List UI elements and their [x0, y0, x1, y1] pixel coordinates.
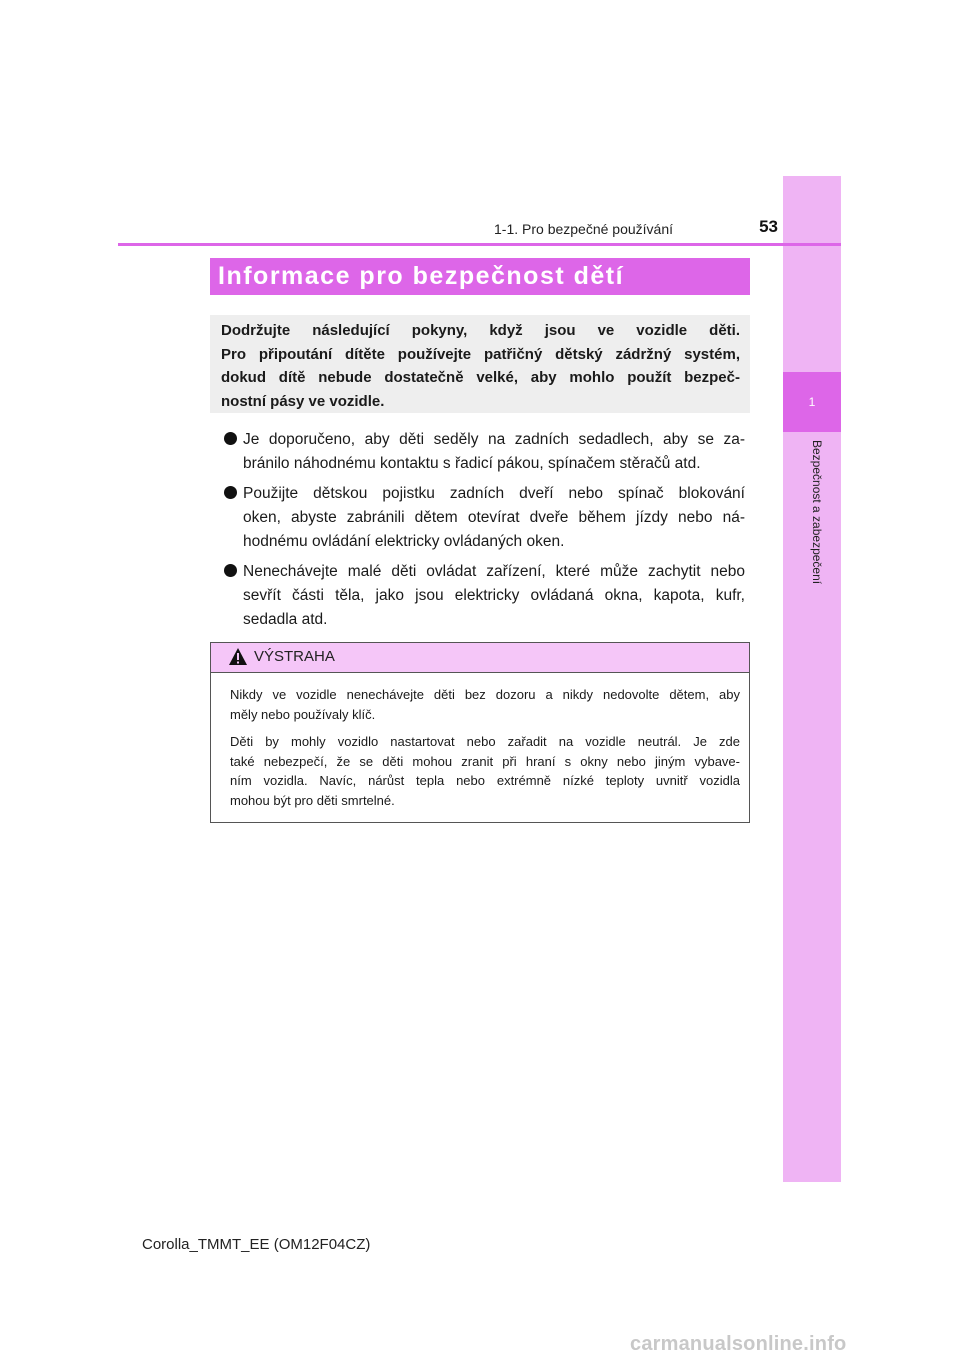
bullet-list [223, 428, 745, 638]
intro-line: nostní pásy ve vozidle. [221, 392, 385, 410]
title-bar [210, 258, 750, 295]
intro-line: Dodržujte následující pokyny, když jsou ve vozidle děti. [221, 322, 740, 339]
warning-paragraph [230, 685, 740, 724]
warning-triangle-icon [228, 647, 248, 666]
bullet-line: sevřít části těla, jako jsou elektricky ovládaná okna, kapota, kufr, [243, 587, 745, 604]
bullet-line: Je doporučeno, aby děti seděly na zadních sedadlech, aby se za- [243, 431, 745, 448]
bullet-item [223, 428, 745, 476]
bullet-line: sedadla atd. [243, 611, 328, 628]
intro-box [210, 315, 750, 413]
header-divider [118, 243, 841, 246]
bullet-line: bránilo náhodnému kontaktu s řadicí pákou, spínačem stěračů atd. [243, 455, 701, 472]
page-number: 53 [759, 217, 778, 236]
chapter-side-tab [783, 176, 841, 1182]
bullet-icon [224, 564, 237, 577]
warning-line: měly nebo používaly klíč. [230, 706, 376, 722]
bullet-item [223, 482, 745, 554]
bullet-line: hodnému ovládání elektricky ovládaných oken. [243, 533, 565, 550]
intro-line: dokud dítě nebude dostatečně velké, aby mohlo použít bezpeč- [221, 369, 740, 386]
intro-line: Pro připoutání dítěte používejte patřičný dětský zádržný systém, [221, 345, 740, 363]
bullet-icon [224, 432, 237, 445]
warning-body [230, 685, 740, 818]
bullet-line: oken, abyste zabránili dětem otevírat dveře během jízdy nebo ná- [243, 509, 745, 526]
warning-box [210, 642, 750, 823]
bullet-line: Použijte dětskou pojistku zadních dveří nebo spínač blokování [243, 485, 745, 502]
warning-title: VÝSTRAHA [254, 648, 335, 665]
chapter-number: 1 [783, 372, 841, 432]
warning-line: Nikdy ve vozidle nenechávejte děti bez dozoru a nikdy nedovolte dětem, aby [230, 687, 740, 702]
bullet-line: Nenechávejte malé děti ovládat zařízení, které může zachytit nebo [243, 563, 745, 580]
warning-line: ním vozidla. Navíc, nárůst tepla nebo extrémně nízké teploty uvnitř vozidla [230, 773, 740, 788]
watermark: carmanualsonline.info [630, 1333, 847, 1355]
footer-model-code: Corolla_TMMT_EE (OM12F04CZ) [142, 1236, 371, 1253]
chapter-title: Bezpečnost a zabezpečení [810, 440, 824, 585]
warning-header [211, 643, 749, 673]
bullet-item [223, 560, 745, 632]
bullet-icon [224, 486, 237, 499]
page-title: Informace pro bezpečnost dětí [218, 262, 625, 290]
warning-line: Děti by mohly vozidlo nastartovat nebo zařadit na vozidle neutrál. Je zde [230, 734, 740, 749]
warning-paragraph [230, 732, 740, 810]
warning-line: mohou být pro děti smrtelné. [230, 792, 395, 808]
section-label: 1-1. Pro bezpečné používání [494, 221, 674, 237]
warning-line: také nebezpečí, že se děti mohou zranit při hraní s okny nebo jiným vybave- [230, 753, 740, 769]
